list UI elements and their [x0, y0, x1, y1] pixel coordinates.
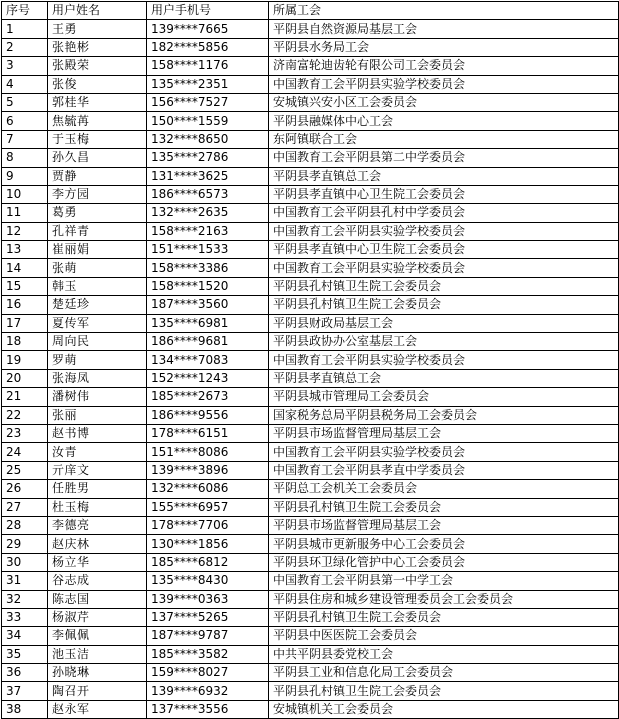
cell-name: 韩玉 — [48, 277, 147, 295]
table-row — [2, 149, 619, 167]
cell-phone: 158****3386 — [147, 259, 269, 277]
cell-seq: 1 — [2, 20, 48, 38]
column-header-name: 用户姓名 — [48, 2, 147, 20]
cell-seq: 26 — [2, 480, 48, 498]
cell-name: 郭桂华 — [48, 93, 147, 111]
table-row — [2, 185, 619, 203]
cell-seq: 11 — [2, 204, 48, 222]
cell-name: 张俊 — [48, 75, 147, 93]
cell-phone: 134****7083 — [147, 351, 269, 369]
cell-phone: 137****3556 — [147, 700, 269, 718]
table-row — [2, 93, 619, 111]
cell-seq: 9 — [2, 167, 48, 185]
cell-union: 安城镇机关工会委员会 — [269, 700, 619, 718]
cell-union: 平阴县孔村镇卫生院工会委员会 — [269, 498, 619, 516]
table-row — [2, 388, 619, 406]
cell-name: 谷志成 — [48, 572, 147, 590]
table-row — [2, 682, 619, 700]
cell-phone: 135****6981 — [147, 314, 269, 332]
cell-name: 夏传军 — [48, 314, 147, 332]
table-row — [2, 38, 619, 56]
column-header-phone: 用户手机号 — [147, 2, 269, 20]
cell-union: 平阴县孔村镇卫生院工会委员会 — [269, 277, 619, 295]
table-row — [2, 406, 619, 424]
cell-union: 中国教育工会平阴县第一中学工会 — [269, 572, 619, 590]
table-row — [2, 314, 619, 332]
cell-name: 李佩佩 — [48, 627, 147, 645]
cell-union: 平阴县财政局基层工会 — [269, 314, 619, 332]
cell-seq: 4 — [2, 75, 48, 93]
cell-union: 平阴县孔村镇卫生院工会委员会 — [269, 296, 619, 314]
cell-union: 平阴县工业和信息化局工会委员会 — [269, 664, 619, 682]
cell-name: 周向民 — [48, 333, 147, 351]
cell-name: 于玉梅 — [48, 130, 147, 148]
cell-seq: 5 — [2, 93, 48, 111]
cell-seq: 20 — [2, 369, 48, 387]
cell-phone: 155****6957 — [147, 498, 269, 516]
cell-seq: 37 — [2, 682, 48, 700]
cell-union: 平阴县城市管理局工会委员会 — [269, 388, 619, 406]
cell-union: 平阴县政协办公室基层工会 — [269, 333, 619, 351]
cell-phone: 156****7527 — [147, 93, 269, 111]
cell-name: 杜玉梅 — [48, 498, 147, 516]
cell-union: 平阴县孔村镇卫生院工会委员会 — [269, 608, 619, 626]
column-header-union: 所属工会 — [269, 2, 619, 20]
cell-name: 葛勇 — [48, 204, 147, 222]
cell-seq: 28 — [2, 516, 48, 534]
cell-seq: 32 — [2, 590, 48, 608]
cell-name: 孙晓琳 — [48, 664, 147, 682]
cell-phone: 185****6812 — [147, 553, 269, 571]
table-row — [2, 112, 619, 130]
cell-name: 孙久昌 — [48, 149, 147, 167]
cell-seq: 31 — [2, 572, 48, 590]
table-row — [2, 461, 619, 479]
table-row — [2, 204, 619, 222]
cell-phone: 139****0363 — [147, 590, 269, 608]
table-row — [2, 443, 619, 461]
table-row — [2, 296, 619, 314]
cell-union: 中国教育工会平阴县实验学校委员会 — [269, 443, 619, 461]
cell-name: 李德亮 — [48, 516, 147, 534]
cell-phone: 135****2786 — [147, 149, 269, 167]
table-row — [2, 608, 619, 626]
cell-name: 李方园 — [48, 185, 147, 203]
table-row — [2, 351, 619, 369]
cell-seq: 33 — [2, 608, 48, 626]
table-row — [2, 645, 619, 663]
cell-name: 赵永军 — [48, 700, 147, 718]
cell-phone: 178****6151 — [147, 424, 269, 442]
cell-seq: 23 — [2, 424, 48, 442]
cell-phone: 159****8027 — [147, 664, 269, 682]
cell-seq: 29 — [2, 535, 48, 553]
table-row — [2, 333, 619, 351]
cell-name: 张萌 — [48, 259, 147, 277]
cell-union: 平阴县孝直镇中心卫生院工会委员会 — [269, 185, 619, 203]
cell-seq: 3 — [2, 57, 48, 75]
cell-name: 张殿荣 — [48, 57, 147, 75]
cell-name: 张丽 — [48, 406, 147, 424]
cell-name: 焦毓苒 — [48, 112, 147, 130]
cell-phone: 150****1559 — [147, 112, 269, 130]
cell-name: 陈志国 — [48, 590, 147, 608]
table-body — [2, 20, 619, 719]
cell-phone: 132****2635 — [147, 204, 269, 222]
cell-seq: 22 — [2, 406, 48, 424]
cell-union: 中国教育工会平阴县实验学校委员会 — [269, 75, 619, 93]
cell-union: 中国教育工会平阴县第二中学委员会 — [269, 149, 619, 167]
cell-phone: 158****2163 — [147, 222, 269, 240]
cell-union: 平阴县城市更新服务中心工会委员会 — [269, 535, 619, 553]
cell-seq: 24 — [2, 443, 48, 461]
cell-name: 楚廷珍 — [48, 296, 147, 314]
cell-name: 杨立华 — [48, 553, 147, 571]
cell-phone: 185****2673 — [147, 388, 269, 406]
table-row — [2, 480, 619, 498]
table-header-row — [2, 2, 619, 20]
cell-name: 杨淑芹 — [48, 608, 147, 626]
cell-phone: 130****1856 — [147, 535, 269, 553]
cell-name: 张艳彬 — [48, 38, 147, 56]
cell-phone: 186****9681 — [147, 333, 269, 351]
cell-phone: 182****5856 — [147, 38, 269, 56]
cell-union: 中国教育工会平阴县实验学校委员会 — [269, 259, 619, 277]
cell-name: 崔丽娟 — [48, 241, 147, 259]
member-table — [1, 1, 619, 719]
cell-phone: 137****5265 — [147, 608, 269, 626]
cell-phone: 131****3625 — [147, 167, 269, 185]
cell-union: 平阴县市场监督管理局基层工会 — [269, 516, 619, 534]
cell-phone: 132****8650 — [147, 130, 269, 148]
cell-seq: 2 — [2, 38, 48, 56]
cell-union: 平阴县孝直镇总工会 — [269, 369, 619, 387]
cell-seq: 17 — [2, 314, 48, 332]
table-row — [2, 259, 619, 277]
cell-phone: 151****1533 — [147, 241, 269, 259]
cell-phone: 158****1176 — [147, 57, 269, 75]
cell-seq: 30 — [2, 553, 48, 571]
cell-name: 陶召开 — [48, 682, 147, 700]
cell-union: 平阴县水务局工会 — [269, 38, 619, 56]
cell-phone: 132****6086 — [147, 480, 269, 498]
cell-union: 平阴县孝直镇中心卫生院工会委员会 — [269, 241, 619, 259]
cell-phone: 186****9556 — [147, 406, 269, 424]
cell-union: 国家税务总局平阴县税务局工会委员会 — [269, 406, 619, 424]
cell-seq: 10 — [2, 185, 48, 203]
cell-seq: 27 — [2, 498, 48, 516]
cell-union: 平阴县自然资源局基层工会 — [269, 20, 619, 38]
cell-name: 张海凤 — [48, 369, 147, 387]
cell-name: 汝青 — [48, 443, 147, 461]
cell-union: 安城镇兴安小区工会委员会 — [269, 93, 619, 111]
document-page — [0, 1, 619, 717]
table-row — [2, 516, 619, 534]
cell-union: 中国教育工会平阴县实验学校委员会 — [269, 351, 619, 369]
cell-union: 平阴县环卫绿化管护中心工会委员会 — [269, 553, 619, 571]
column-header-seq: 序号 — [2, 2, 48, 20]
cell-phone: 158****1520 — [147, 277, 269, 295]
table-row — [2, 535, 619, 553]
cell-union: 东阿镇联合工会 — [269, 130, 619, 148]
cell-union: 平阴县中医医院工会委员会 — [269, 627, 619, 645]
cell-name: 任胜男 — [48, 480, 147, 498]
cell-seq: 25 — [2, 461, 48, 479]
table-row — [2, 572, 619, 590]
cell-phone: 135****8430 — [147, 572, 269, 590]
cell-name: 潘树伟 — [48, 388, 147, 406]
table-row — [2, 167, 619, 185]
table-row — [2, 130, 619, 148]
table-row — [2, 222, 619, 240]
cell-seq: 7 — [2, 130, 48, 148]
cell-seq: 14 — [2, 259, 48, 277]
cell-union: 平阴县融媒体中心工会 — [269, 112, 619, 130]
cell-phone: 151****8086 — [147, 443, 269, 461]
table-row — [2, 553, 619, 571]
cell-union: 济南富轮迪齿轮有限公司工会委员会 — [269, 57, 619, 75]
cell-name: 亓庠文 — [48, 461, 147, 479]
cell-union: 平阴总工会机关工会委员会 — [269, 480, 619, 498]
cell-phone: 139****7665 — [147, 20, 269, 38]
cell-phone: 186****6573 — [147, 185, 269, 203]
cell-seq: 6 — [2, 112, 48, 130]
cell-union: 中共平阴县委党校工会 — [269, 645, 619, 663]
cell-seq: 13 — [2, 241, 48, 259]
cell-seq: 12 — [2, 222, 48, 240]
cell-name: 赵书博 — [48, 424, 147, 442]
cell-union: 平阴县孔村镇卫生院工会委员会 — [269, 682, 619, 700]
cell-seq: 36 — [2, 664, 48, 682]
cell-name: 池玉洁 — [48, 645, 147, 663]
cell-phone: 135****2351 — [147, 75, 269, 93]
cell-seq: 38 — [2, 700, 48, 718]
cell-phone: 139****6932 — [147, 682, 269, 700]
table-header — [2, 2, 619, 20]
cell-name: 贾静 — [48, 167, 147, 185]
cell-seq: 16 — [2, 296, 48, 314]
cell-phone: 187****3560 — [147, 296, 269, 314]
cell-union: 平阴县住房和城乡建设管理委员会工会委员会 — [269, 590, 619, 608]
cell-seq: 18 — [2, 333, 48, 351]
cell-name: 孔祥青 — [48, 222, 147, 240]
cell-union: 中国教育工会平阴县孔村中学委员会 — [269, 204, 619, 222]
cell-seq: 15 — [2, 277, 48, 295]
cell-phone: 187****9787 — [147, 627, 269, 645]
table-row — [2, 700, 619, 718]
cell-union: 中国教育工会平阴县实验学校委员会 — [269, 222, 619, 240]
cell-seq: 8 — [2, 149, 48, 167]
cell-seq: 35 — [2, 645, 48, 663]
cell-name: 王勇 — [48, 20, 147, 38]
table-row — [2, 20, 619, 38]
table-row — [2, 75, 619, 93]
table-row — [2, 590, 619, 608]
table-row — [2, 277, 619, 295]
cell-seq: 34 — [2, 627, 48, 645]
cell-phone: 178****7706 — [147, 516, 269, 534]
table-row — [2, 424, 619, 442]
cell-phone: 152****1243 — [147, 369, 269, 387]
cell-union: 平阴县市场监督管理局基层工会 — [269, 424, 619, 442]
table-row — [2, 57, 619, 75]
table-row — [2, 241, 619, 259]
table-row — [2, 627, 619, 645]
cell-seq: 19 — [2, 351, 48, 369]
cell-phone: 139****3896 — [147, 461, 269, 479]
cell-name: 赵庆林 — [48, 535, 147, 553]
cell-union: 中国教育工会平阴县孝直中学委员会 — [269, 461, 619, 479]
table-row — [2, 498, 619, 516]
cell-phone: 185****3582 — [147, 645, 269, 663]
cell-name: 罗萌 — [48, 351, 147, 369]
cell-union: 平阴县孝直镇总工会 — [269, 167, 619, 185]
table-row — [2, 664, 619, 682]
cell-seq: 21 — [2, 388, 48, 406]
table-row — [2, 369, 619, 387]
